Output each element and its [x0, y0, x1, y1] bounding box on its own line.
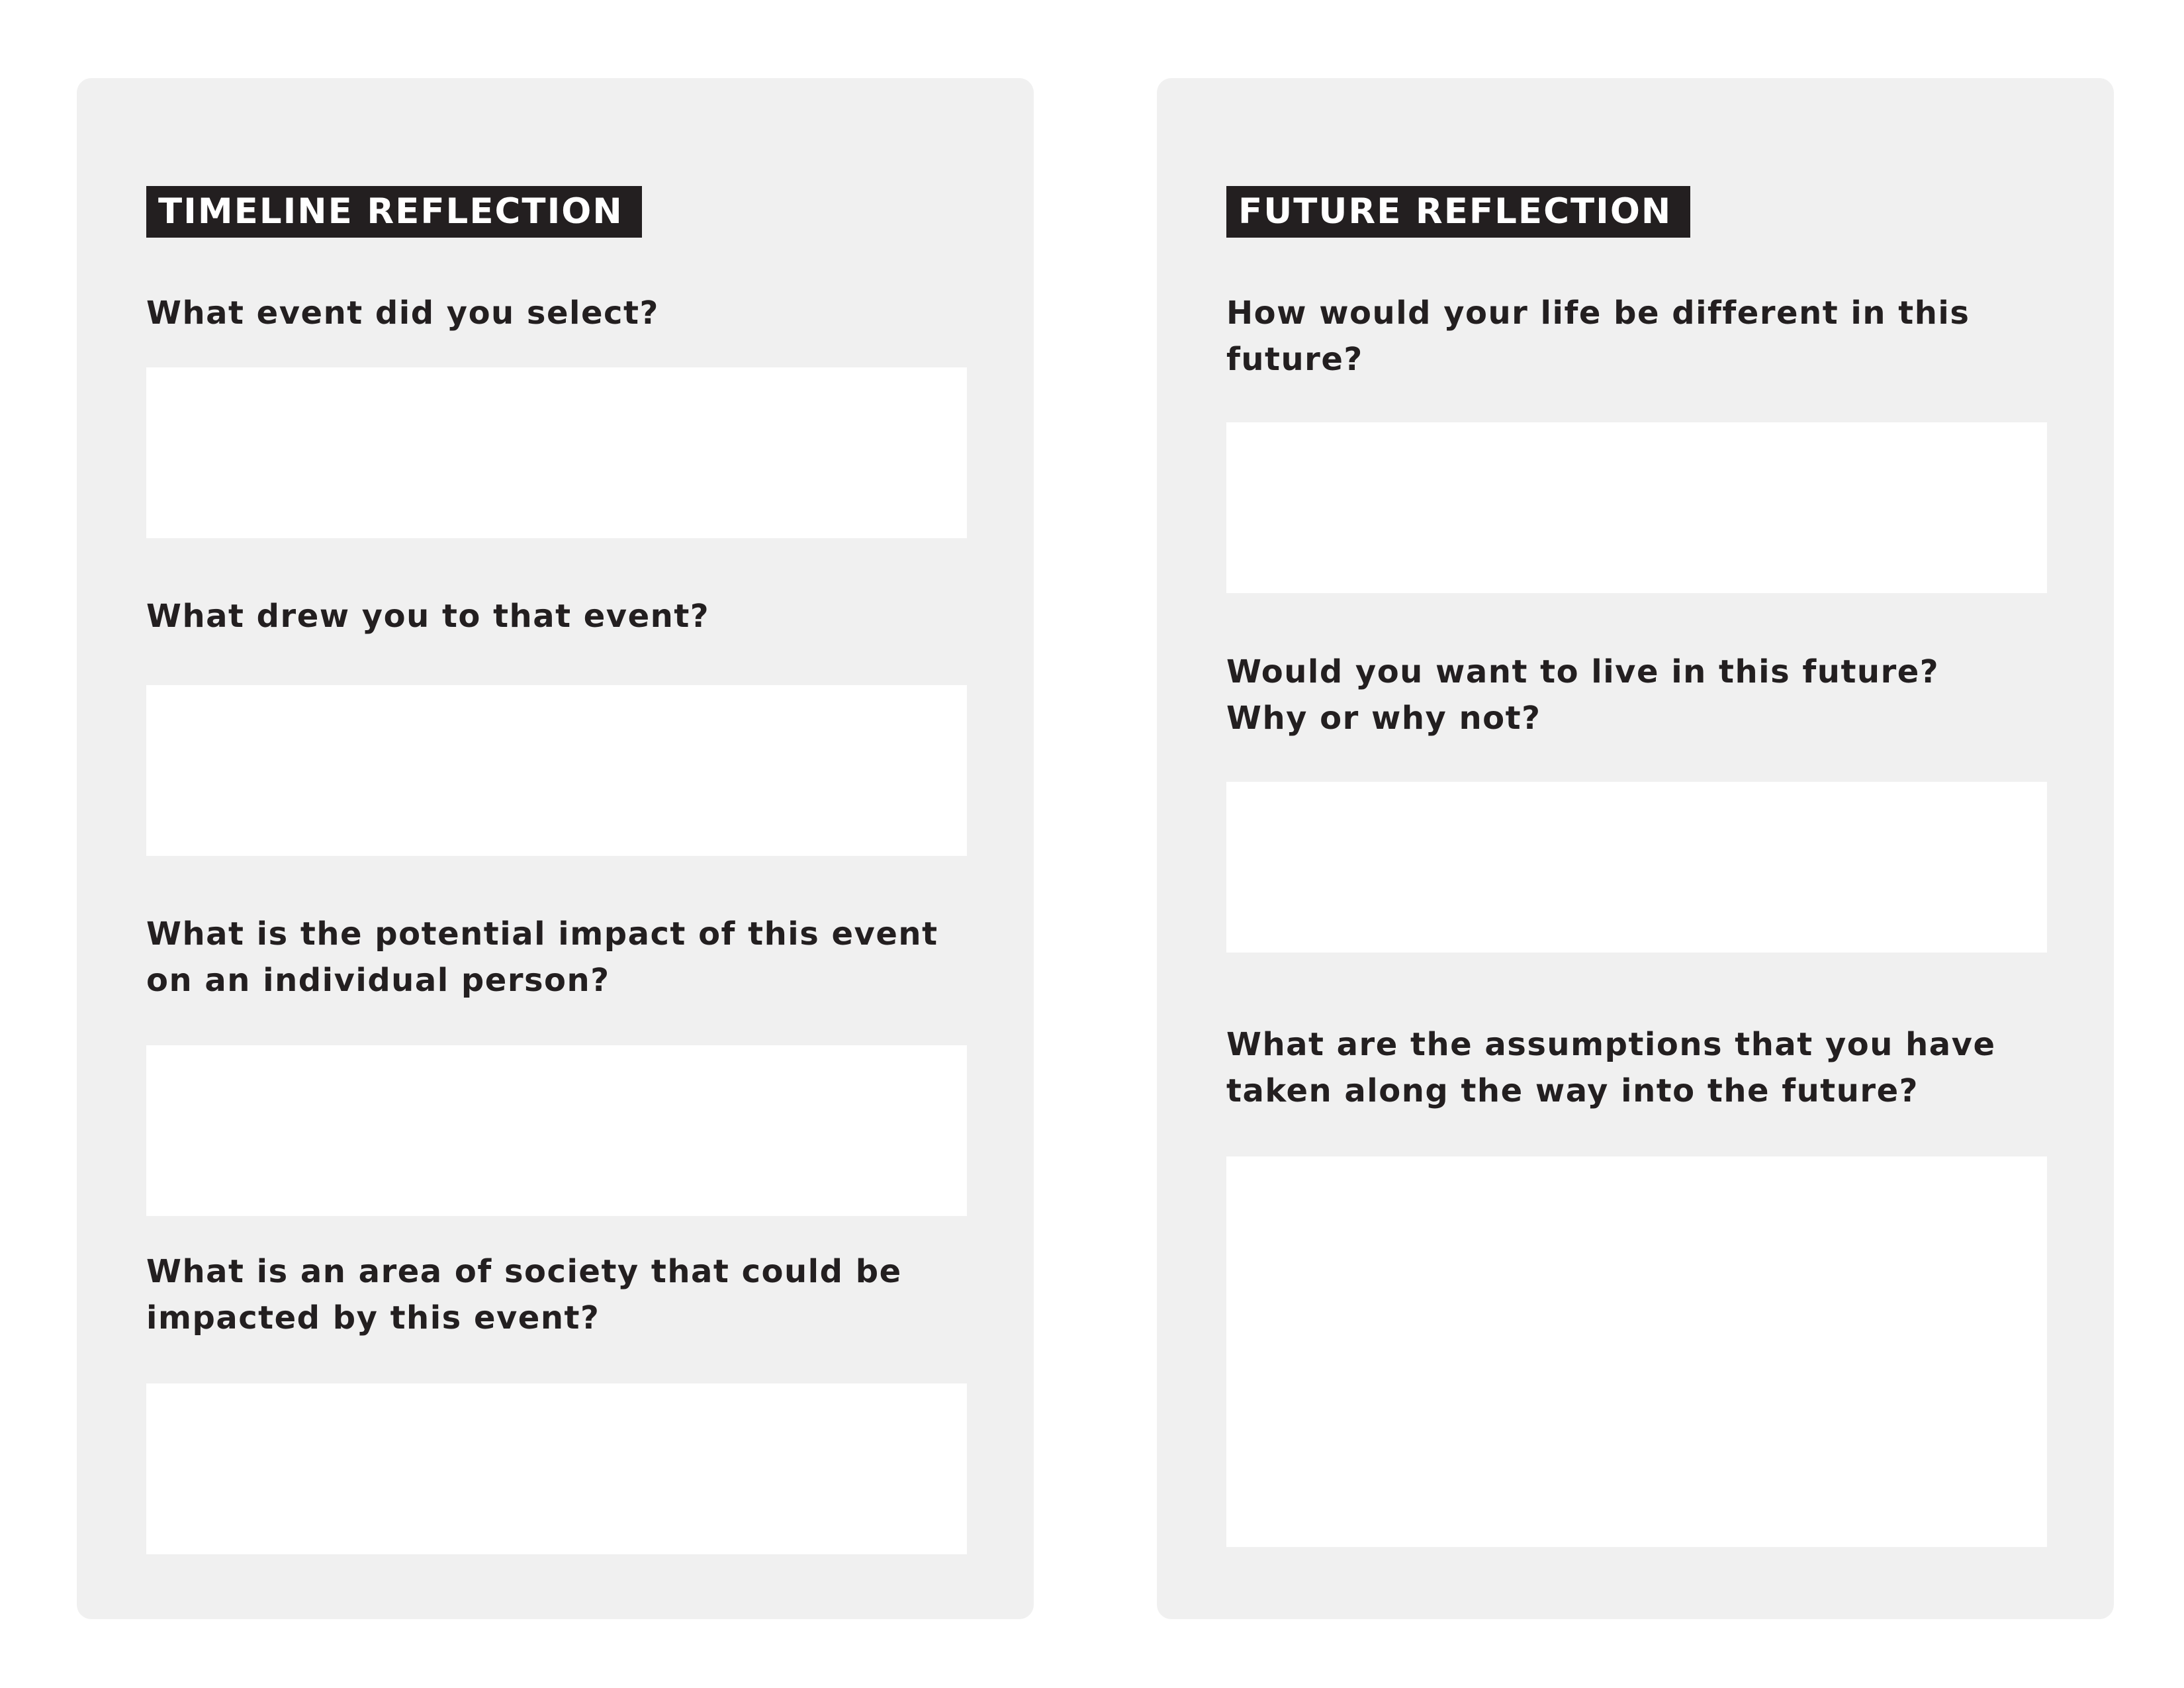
future-reflection-panel [1157, 78, 2114, 1619]
question-want-to-live: Would you want to live in this future? Why or why not? [1226, 653, 1940, 737]
question-impact-individual: What is the potential impact of this event on an individual person? [146, 915, 938, 999]
answer-box-life-different[interactable] [1226, 422, 2047, 593]
question-area-of-society: What is an area of society that could be impacted by this event? [146, 1253, 902, 1336]
question-assumptions: What are the assumptions that you have taken along the way into the future? [1226, 1026, 1996, 1109]
answer-box-want-to-live[interactable] [1226, 782, 2047, 953]
timeline-reflection-panel [77, 78, 1034, 1619]
question-life-different: How would your life be different in this future? [1226, 295, 1970, 378]
future-reflection-heading: FUTURE REFLECTION [1226, 186, 1690, 238]
question-event-selected: What event did you select? [146, 295, 659, 332]
answer-box-assumptions[interactable] [1226, 1156, 2047, 1547]
answer-box-impact-individual[interactable] [146, 1045, 967, 1216]
timeline-reflection-heading: TIMELINE REFLECTION [146, 186, 642, 238]
answer-box-event-selected[interactable] [146, 367, 967, 538]
question-drew-to-event: What drew you to that event? [146, 598, 710, 635]
answer-box-area-of-society[interactable] [146, 1383, 967, 1554]
answer-box-drew-to-event[interactable] [146, 685, 967, 856]
